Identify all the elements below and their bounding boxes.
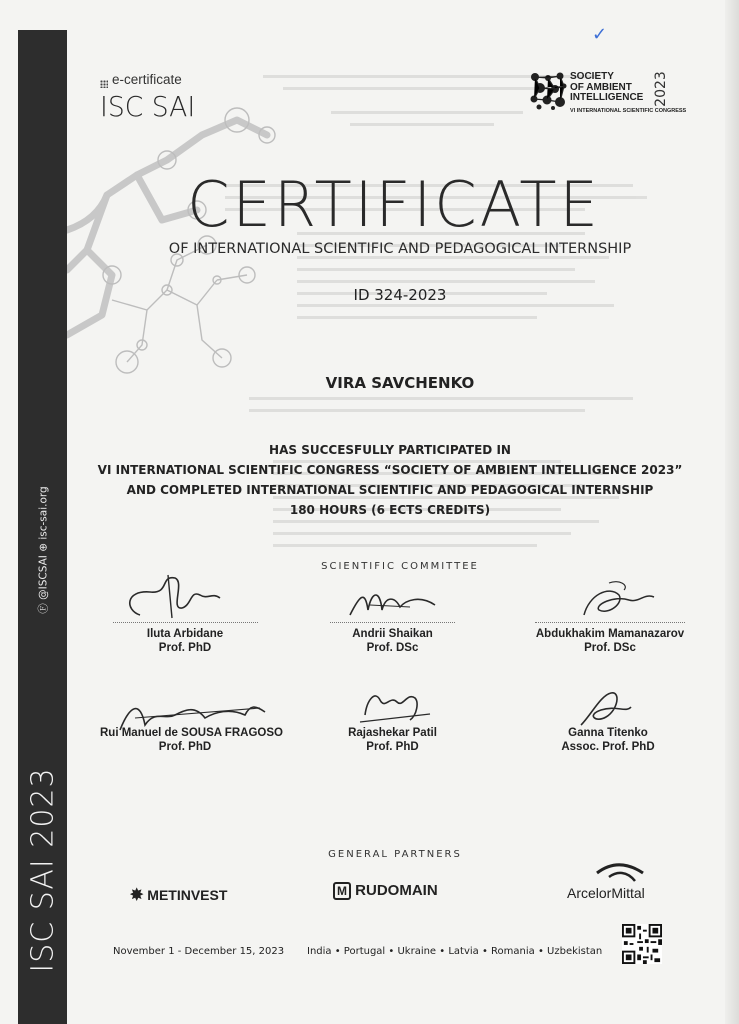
society-year [651,64,671,114]
committee-member-name: Abdukhakim Mamanazarov [535,628,685,640]
ecert-logo-block [100,72,210,132]
partner-name: RUDOMAIN [355,882,438,899]
qr-code-icon[interactable] [622,924,662,964]
society-name [570,72,643,104]
society-line1: SOCIETY [570,71,614,82]
committee-member-name: Rajashekar Patil [348,727,437,739]
partner-name: ArcelorMittal [567,885,645,901]
footer-countries: India • Portugal • Ukraine • Latvia • Romania • Uzbekistan [307,946,603,957]
certificate-body [95,440,685,520]
signature-block [325,570,460,670]
committee-member-name: Andrii Shaikan [352,628,433,640]
partners-heading: GENERAL PARTNERS [328,849,462,860]
committee-heading: SCIENTIFIC COMMITTEE [321,561,479,572]
year-logo-text: ISC SAI 2023 [25,767,60,973]
body-line: 180 HOURS (6 ECTS CREDITS) [289,503,491,517]
signature-block [100,690,283,770]
certificate-title: CERTIFICATE [187,168,601,241]
metinvest-icon: ✸ [130,887,144,904]
body-line: AND COMPLETED INTERNATIONAL SCIENTIFIC AND PEDAGOGICAL INTERNSHIP [126,483,654,497]
handwritten-signature [110,690,270,735]
committee-member-title: Assoc. Prof. PhD [561,741,655,753]
society-line3: INTELLIGENCE [570,92,644,103]
iscsai-logo: ISC SAI [100,90,196,123]
committee-member-name: Rui Manuel de SOUSA FRAGOSO [100,727,283,739]
recipient-name: VIRA SAVCHENKO [325,374,475,392]
certificate-subtitle: OF INTERNATIONAL SCIENTIFIC AND PEDAGOGICAL INTERNSHIP [168,241,632,257]
sidebar-social [18,440,67,660]
society-year-text: 2023 [653,71,669,107]
partner-arcelormittal [567,885,645,901]
committee-member-title: Prof. PhD [158,741,212,753]
handwritten-signature [569,575,659,625]
society-mark-icon [530,72,568,110]
committee-member-name: Iluta Arbidane [146,628,224,640]
rudomain-icon: M [333,882,351,900]
sidebar-year-logo [18,767,67,973]
society-line2: OF AMBIENT [570,81,632,93]
handwritten-signature [120,570,230,620]
committee-member-name: Ganna Titenko [568,727,648,739]
society-subtitle: VI INTERNATIONAL SCIENTIFIC CONGRESS [570,108,687,114]
handwritten-signature [340,575,450,625]
dots-icon [100,80,108,88]
committee-member-title: Prof. DSc [584,642,636,654]
pen-mark: ✓ [592,24,608,45]
partner-rudomain [333,882,438,900]
committee-member-title: Prof. PhD [158,642,212,654]
signature-block [524,570,696,670]
social-links-text: Ⓕ @ISCSAI ⊕ isc-sai.org [37,486,49,614]
partner-name: METINVEST [147,887,228,903]
footer-dates: November 1 - December 15, 2023 [113,946,285,957]
partner-metinvest [130,885,227,905]
handwritten-signature [566,685,636,735]
arcelormittal-swoosh-icon [595,859,645,887]
handwritten-signature [345,680,435,730]
signature-block [335,680,450,770]
ecert-label: e-certificate [112,72,182,87]
signature-block [548,685,668,770]
scan-edge [725,0,739,1024]
signature-block [110,570,260,670]
body-line: VI INTERNATIONAL SCIENTIFIC CONGRESS “SOCIETY OF AMBIENT INTELLIGENCE 2023” [97,463,683,477]
committee-member-title: Prof. PhD [366,741,419,753]
committee-member-title: Prof. DSc [366,642,419,654]
body-line: HAS SUCCESFULLY PARTICIPATED IN [269,443,511,457]
certificate-id: ID 324-2023 [353,286,447,304]
